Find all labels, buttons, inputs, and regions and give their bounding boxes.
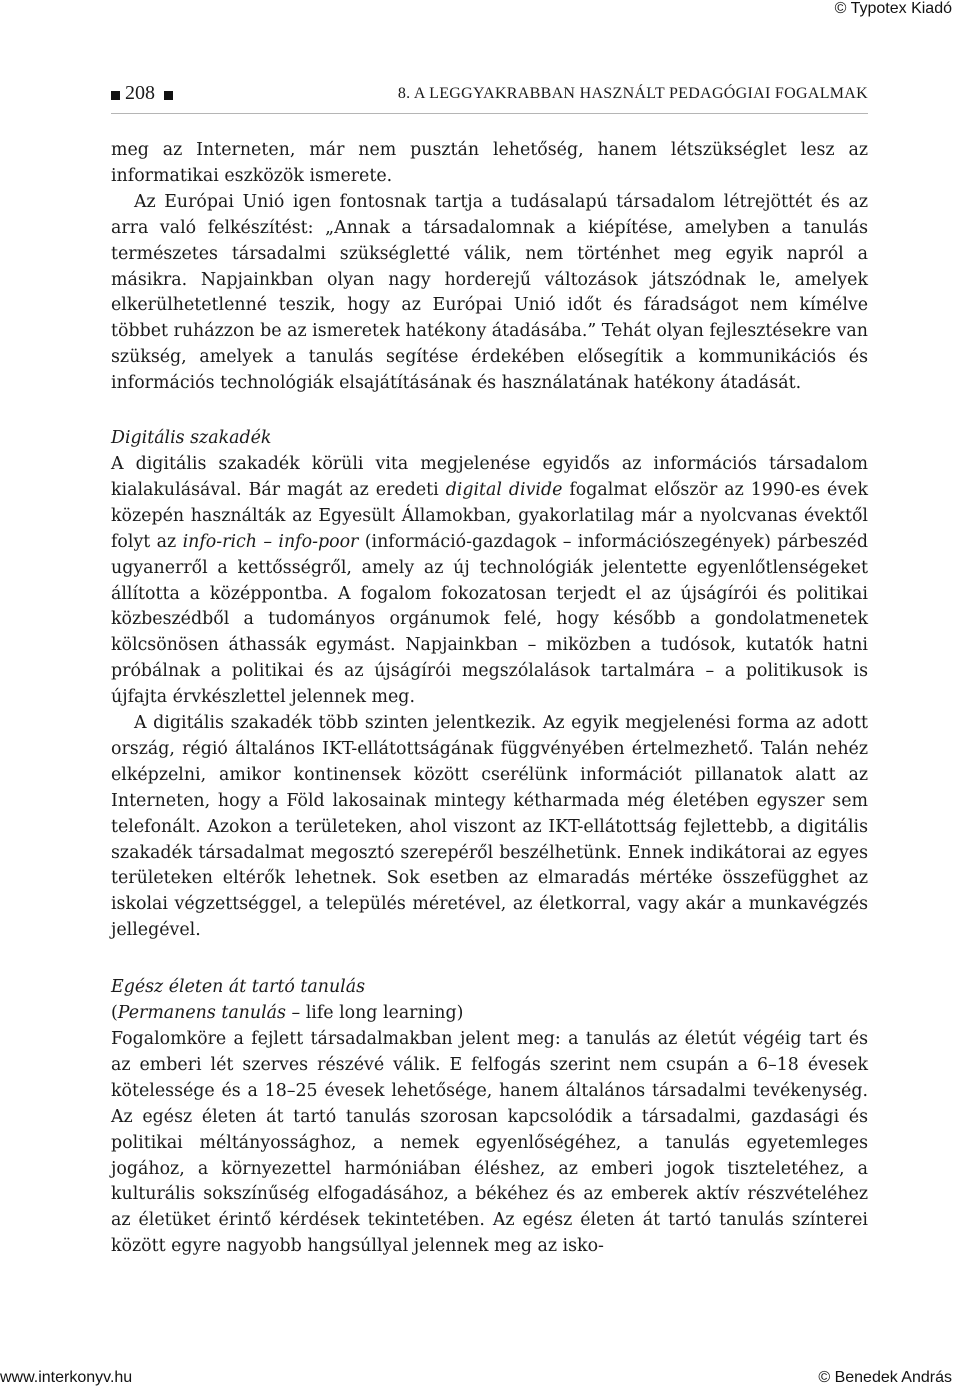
section-subtitle	[111, 1001, 868, 1027]
footer-website: www.interkonyv.hu	[0, 1369, 133, 1386]
footer-copyright: © Benedek András	[818, 1369, 952, 1386]
text-run: – life long learning)	[285, 1003, 464, 1024]
square-bullet-icon	[111, 91, 120, 100]
text-run: (információ-gazdagok – információszegények) párbeszéd ugyanerről a kettősségről, amely az új technológiák jelentette egyenlőtlenségeket állította a középpontba. A fogalom fokozatosan terjedt el az újságírói és politikai közbeszédből a tudományos orgánumok felé, hogy később a gondolatmenetek kölcsönösen áthassák egymást. Napjainkban – miközben a tudósok, kutatók hatni próbálnak a politikai és az újságírói megszólalások tartalmára – a politikusok is újfajta érvkészlettel jelennek meg.	[111, 531, 868, 708]
text-run: A digitális szakadék körüli vita megjelenése egyidős az információs társadalom kialakulásával. Bár magát az eredeti	[111, 453, 868, 500]
paragraph-lifelong-learning: Fogalomköre a fejlett társadalmakban jelent meg: a tanulás az életút végéig tart és az emberi lét szerves részévé válik. E felfogás szerint nem csupán a 6–18 évesek kötelessége és a 18–25 évesek lehetősége, hanem általános társadalmi tevékenység. Az egész életen át tartó tanulás szorosan kapcsolódik a társadalmi, gazdasági és politikai méltányossághoz, a nemek egyenlőségéhez, a tanulás egyetemleges jogához, a környezettel harmóniában éléshez, az emberi jogok tiszteletéhez, a kulturális sokszínűség elfogadásához, a békéhez és az emberek aktív részvételéhez az életüket érintő kérdések tekintetében. Az egész életen át tartó tanulás színterei között egyre nagyobb hangsúllyal jelennek meg az isko-	[111, 1029, 868, 1257]
italic-term: Permanens tanulás	[117, 1003, 286, 1024]
paragraph-continued: meg az Interneten, már nem pusztán lehetőség, hanem létszükséglet lesz az informatikai eszközök ismerete.	[111, 140, 868, 186]
paragraph-eu: Az Európai Unió igen fontosnak tartja a tudásalapú társadalom létrejöttét és az arra való felkészítést: „Annak a társadalomnak a kiépítése, amelyben a tanulás természetes társadalmi szükségletté válik, nem történhet meg egyik napról a másikra. Napjainkban olyan nagy horderejű változások játszódnak le, amelyek elkerülhetetlenné teszik, hogy az Európai Unió időt és fáradságot nem kímélve többet ruházzon be az ismeretek hatékony átadásába.” Tehát olyan fejlesztésekre van szükség, amelyek a tanulás segítése érdekében elősegítik a kommunikációs és információs technológiák elsajátításának és használatának hatékony átadását.	[111, 191, 868, 394]
page-header	[111, 82, 868, 106]
header-rule	[111, 113, 868, 114]
paragraph-digital-divide-2: A digitális szakadék több szinten jelentkezik. Az egyik megjelenési forma az adott ország, régió általános IKT-ellátottságának függvényében értelmezhető. Talán nehéz elképzelni, amikor kontinensek között cserélünk információt pillanatok alatt az Interneten, hogy a Föld lakosainak mintegy kétharmada még életében egyszer sem telefonált. Azokon a területeken, ahol viszont az IKT-ellátottság fejlettebb, a digitális szakadék társadalmat megosztó szerepéről beszélhetünk. Ennek indikátorai az egyes területeken eltérők lehetnek. Sok esetben az elmaradás mértéke összefügghet az iskolai végzettséggel, a település méretével, az életkorral, vagy akár a munkavégzés jellegével.	[111, 713, 868, 941]
italic-term: info-rich – info-poor	[182, 531, 359, 552]
section-title-digital-divide: Digitális szakadék	[111, 428, 272, 449]
copyright-notice: © Typotex Kiadó	[834, 0, 952, 17]
paragraph-digital-divide-1	[111, 452, 868, 711]
section-title-lifelong-learning: Egész életen át tartó tanulás	[111, 977, 366, 998]
text-run: fogalmat először az 1990-es évek közepén használták az Egyesült Államokban, gyakorlatilag már a nyolcvanas évektől folyt az	[111, 479, 868, 552]
italic-term: digital divide	[445, 479, 563, 500]
running-head: 8. A LEGGYAKRABBAN HASZNÁLT PEDAGÓGIAI FOGALMAK	[397, 85, 868, 102]
square-bullet-icon	[164, 91, 173, 100]
paren-open: (	[111, 1003, 118, 1024]
page-number: 208	[125, 82, 155, 104]
page-body	[111, 138, 868, 1260]
